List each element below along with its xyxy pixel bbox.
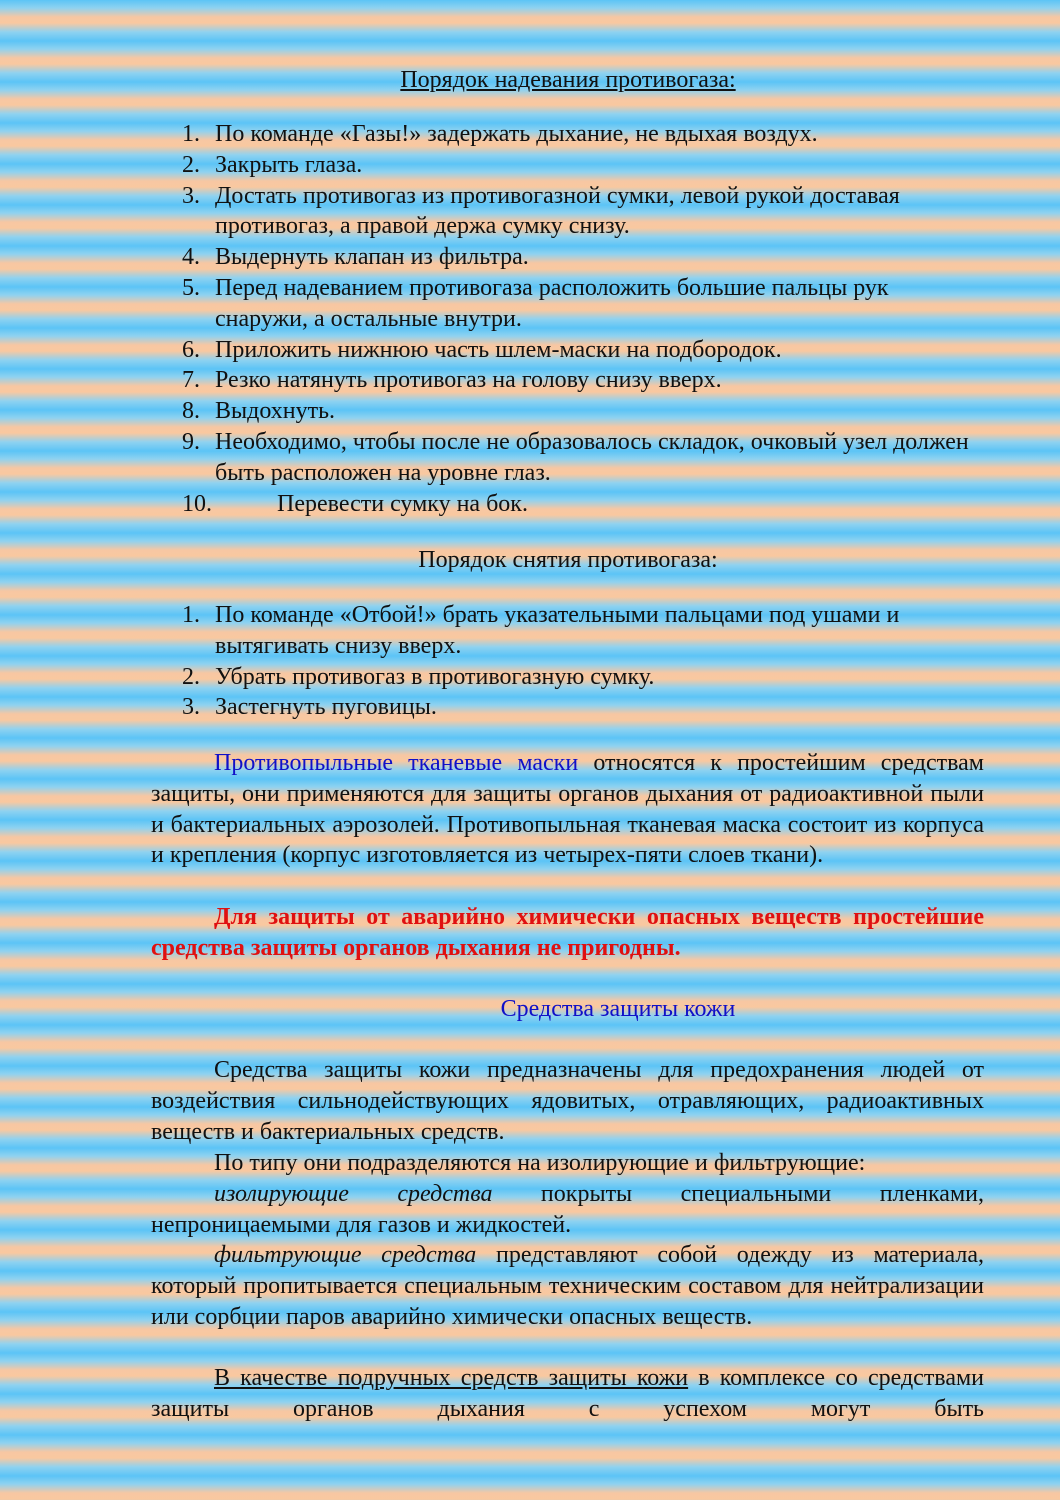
masks-paragraph: Противопыльные тканевые маски относятся к простейшим средствам защиты, они применяются для защиты органов дыхания от радиоактивной пыли и бактериальных аэрозолей. Противопыльная тканевая маска состоит из корпуса и крепления (корпус изготовляется из четырех-пяти слоев ткани). [151,750,984,869]
list-item: 2. Закрыть глаза. [182,151,363,178]
skin-filtering: фильтрующие средства представляют собой одежду из материала, который пропитывается специальным техническим составом для нейтрализации или сорбции паров аварийно химически опасных веществ. [151,1242,984,1330]
list-item: 1. По команде «Отбой!» брать указательными пальцами под ушами и вытягивать снизу вверх. [182,602,900,659]
list-item: 7. Резко натянуть противогаз на голову снизу вверх. [182,367,722,394]
list-item: 4. Выдернуть клапан из фильтра. [182,244,529,271]
list-item: 8. Выдохнуть. [182,398,336,425]
isolating-term: изолирующие средства [214,1181,493,1207]
list-item: 1. По команде «Газы!» задержать дыхание, не вдыхая воздух. [182,121,818,147]
removal-steps [150,600,986,723]
list-item: 3. Застегнуть пуговицы. [182,694,437,721]
list-item: 2. Убрать противогаз в противогазную сумку. [182,663,655,690]
masks-term: Противопыльные тканевые маски [214,750,579,776]
improvised-term: В качестве подручных средств защиты кожи [214,1365,689,1391]
donning-steps [150,119,986,519]
skin-title: Средства защиты кожи [500,996,736,1022]
skin-types: По типу они подразделяются на изолирующие и фильтрующие: [214,1150,866,1176]
skin-intro: Средства защиты кожи предназначены для предохранения людей от воздействия сильнодействующих ядовитых, отравляющих, радиоактивных веществ и бактериальных средств. [151,1057,984,1145]
removal-title: Порядок снятия противогаза: [418,547,718,573]
list-item: 10. Перевести сумку на бок. [182,490,528,517]
filtering-term: фильтрующие средства [214,1242,477,1268]
donning-title: Порядок надевания противогаза: [400,67,736,93]
list-item: 9. Необходимо, чтобы после не образовалось складок, очковый узел должен быть расположен на уровне глаз. [182,428,969,486]
list-item: 5. Перед надеванием противогаза расположить большие пальцы рук снаружи, а остальные внутри. [182,274,889,332]
list-item: 6. Приложить нижнюю часть шлем-маски на подбородок. [182,336,782,363]
list-item: 3. Достать противогаз из противогазной сумки, левой рукой доставая противогаз, а правой держа сумку снизу. [182,182,900,240]
masks-warning: Для защиты от аварийно химически опасных веществ простейшие средства защиты органов дыхания не пригодны. [151,904,984,961]
skin-improvised: В качестве подручных средств защиты кожи в комплексе со средствами защиты органов дыхания с успехом могут быть [151,1365,984,1422]
skin-isolating: изолирующие средства покрыты специальными пленками, непроницаемыми для газов и жидкостей. [151,1181,984,1238]
